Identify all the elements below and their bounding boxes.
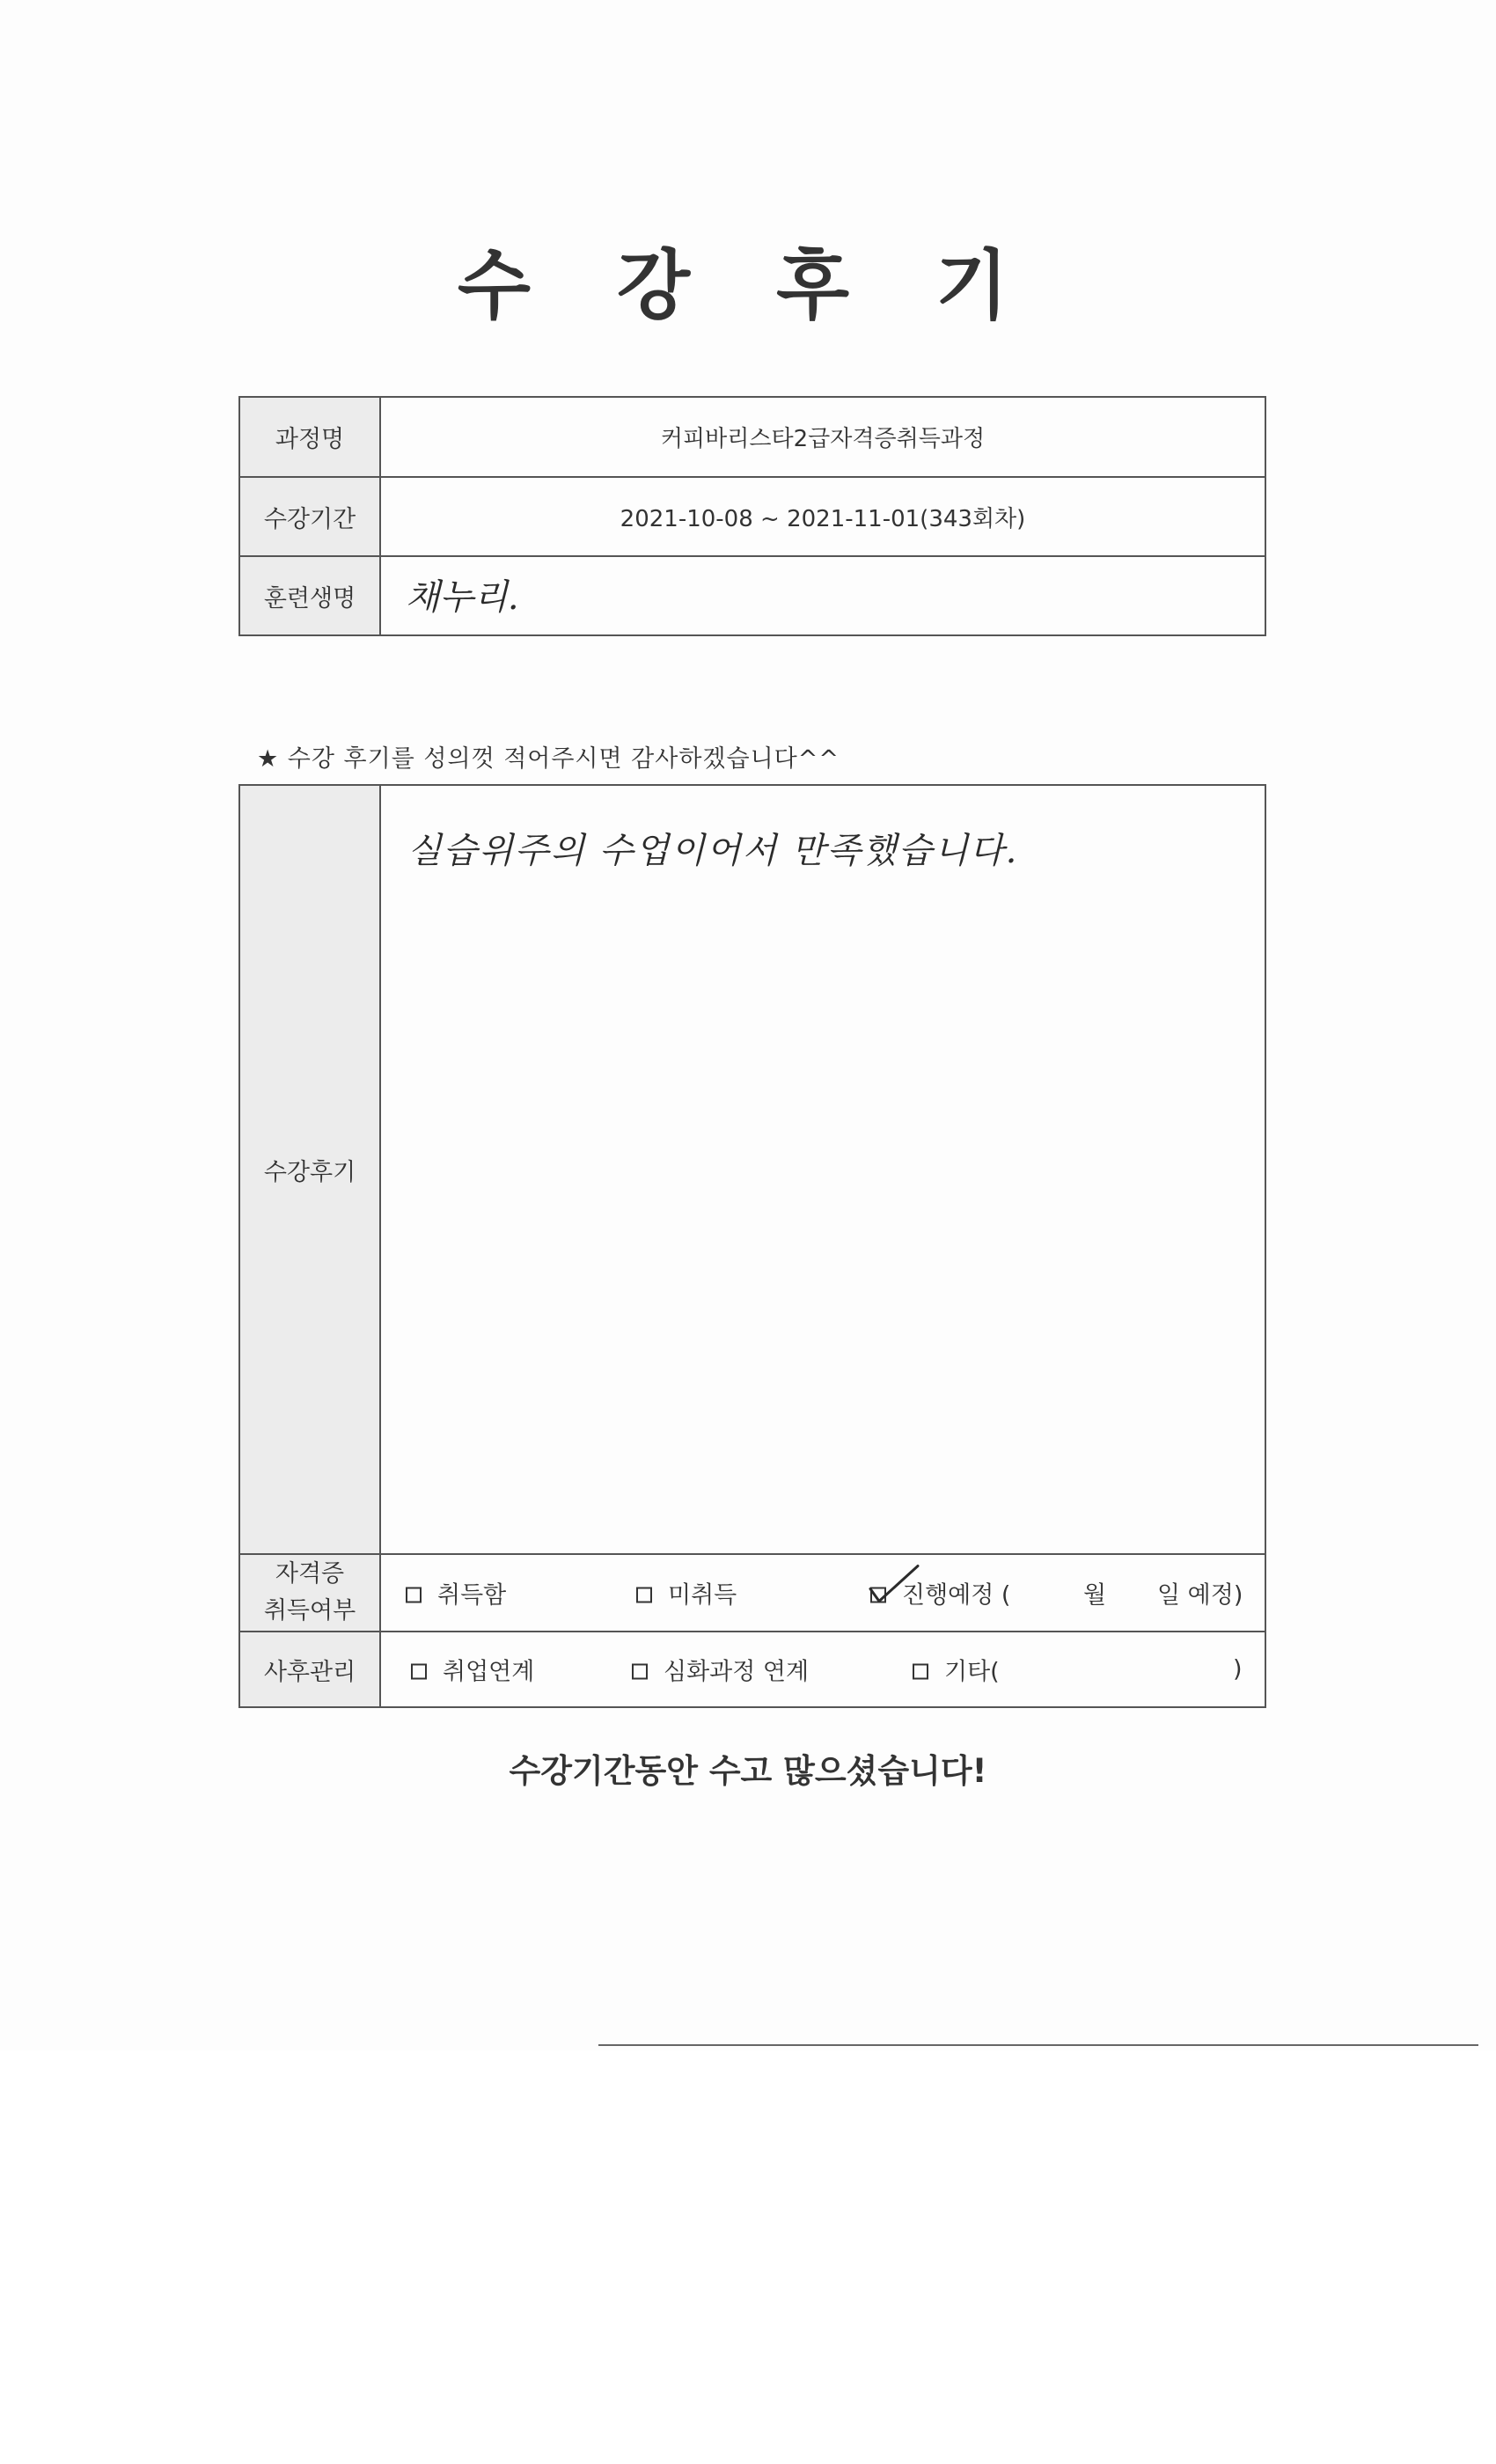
option-advanced-course-label: 심화과정 연계 bbox=[664, 1658, 810, 1686]
checkbox-not-acquired[interactable] bbox=[636, 1587, 652, 1602]
aftercare-label: 사후관리 bbox=[239, 1632, 380, 1707]
option-in-progress[interactable] bbox=[870, 1576, 1010, 1610]
review-cell bbox=[380, 785, 1265, 1554]
aftercare-options bbox=[380, 1632, 1265, 1707]
check-mark-icon bbox=[867, 1562, 920, 1602]
option-not-acquired[interactable] bbox=[636, 1576, 737, 1610]
course-info-table bbox=[238, 396, 1266, 636]
day-planned-label: 일 예정) bbox=[1157, 1581, 1243, 1610]
certificate-label bbox=[239, 1554, 380, 1632]
course-value: 커피바리스타2급자격증취득과정 bbox=[380, 397, 1265, 477]
checkbox-other[interactable] bbox=[913, 1663, 928, 1679]
month-label: 월 bbox=[1083, 1581, 1107, 1610]
closing-message: 수강기간동안 수고 많으셨습니다! bbox=[509, 1752, 987, 1790]
certificate-options bbox=[380, 1554, 1265, 1632]
trainee-row bbox=[239, 556, 1265, 635]
instruction-note: ★ 수강 후기를 성의껏 적어주시면 감사하겠습니다^^ bbox=[257, 745, 840, 773]
option-other-close: ) bbox=[1233, 1655, 1243, 1683]
certificate-label-line2: 취득여부 bbox=[263, 1597, 356, 1624]
scan-bottom-line bbox=[598, 2044, 1478, 2046]
option-other[interactable] bbox=[913, 1653, 1000, 1687]
option-advanced-course[interactable] bbox=[632, 1653, 809, 1687]
review-row bbox=[239, 785, 1265, 1554]
checkbox-employment[interactable] bbox=[411, 1663, 427, 1679]
review-label: 수강후기 bbox=[239, 785, 380, 1554]
course-label: 과정명 bbox=[239, 397, 380, 477]
option-in-progress-label: 진행예정 ( bbox=[902, 1581, 1011, 1610]
trainee-signature: 채누리. bbox=[406, 577, 519, 618]
period-value: 2021-10-08 ~ 2021-11-01(343회차) bbox=[380, 477, 1265, 556]
period-label: 수강기간 bbox=[239, 477, 380, 556]
review-table bbox=[238, 784, 1266, 1708]
option-acquired[interactable] bbox=[406, 1576, 506, 1610]
review-handwriting: 실습위주의 수업이어서 만족했습니다. bbox=[407, 831, 1019, 871]
option-employment[interactable] bbox=[411, 1653, 534, 1687]
trainee-label: 훈련생명 bbox=[239, 556, 380, 635]
page-title: 수 강 후 기 bbox=[457, 242, 1039, 330]
period-row bbox=[239, 477, 1265, 556]
aftercare-row bbox=[239, 1632, 1265, 1707]
course-row bbox=[239, 397, 1265, 477]
option-other-label: 기타( bbox=[944, 1658, 1000, 1686]
checkbox-in-progress[interactable] bbox=[870, 1587, 886, 1602]
certificate-label-line1: 자격증 bbox=[275, 1560, 345, 1588]
trainee-cell bbox=[380, 556, 1265, 635]
checkbox-advanced-course[interactable] bbox=[632, 1663, 648, 1679]
option-employment-label: 취업연계 bbox=[443, 1658, 535, 1686]
option-not-acquired-label: 미취득 bbox=[668, 1581, 737, 1610]
option-acquired-label: 취득함 bbox=[437, 1581, 507, 1610]
certificate-row bbox=[239, 1554, 1265, 1632]
checkbox-acquired[interactable] bbox=[406, 1587, 422, 1602]
